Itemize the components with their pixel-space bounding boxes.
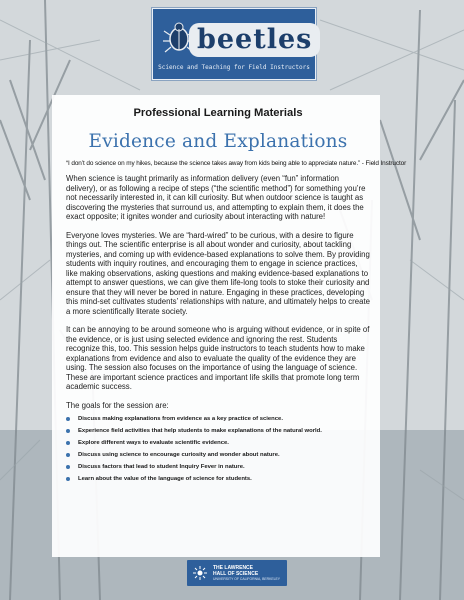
- goals-heading: The goals for the session are:: [66, 400, 169, 410]
- intro-paragraph: When science is taught primarily as information delivery (even “fun” information delivery), or as following a recipe of steps (“the scientific method”) for something you’re not necessarily interested in, it can kill curiosity. But when outdoor science is taught as discovering the mysteries that surround us, and attempting to explain them, it does the exact opposite; it ignites wonder and curiosity about interacting with nature!: [66, 174, 366, 221]
- goal-text: Experience field activities that help students to make explanations of the natural world.: [78, 427, 322, 434]
- list-item: [66, 452, 370, 458]
- list-item: [66, 416, 370, 422]
- list-item: [66, 464, 370, 470]
- lhs-line1: THE LAWRENCE: [213, 565, 253, 571]
- bullet-icon: [66, 477, 70, 481]
- list-item: [66, 476, 370, 482]
- sunburst-icon: [193, 566, 207, 580]
- goal-text: Explore different ways to evaluate scientific evidence.: [78, 439, 229, 446]
- page-title: Evidence and Explanations: [88, 131, 348, 152]
- lawrence-hall-text: [213, 565, 280, 581]
- mysteries-paragraph: Everyone loves mysteries. We are “hard-wired” to be curious, with a desire to figure things out. The scientific enterprise is all about wonder and curiosity, about tackling mysteries, and coming up with evidence-based explanations to solve them. By providing students with inquiry routines, and encouraging them to engage in science practices, like making observations, asking questions and making evidence-based explanations to attempt to answer questions, we can give them life-long tools to stoke their curiosity and ensure that they will never be bored in nature. Engaging in these practices, developing this mind-set cultivates students’ relationships with nature, and ultimately helps to create a more scientifically literate society.: [66, 230, 370, 316]
- bullet-icon: [66, 465, 70, 469]
- bullet-icon: [66, 429, 70, 433]
- list-item: [66, 428, 370, 434]
- goals-list: [66, 416, 370, 482]
- beetles-logo: [152, 8, 316, 80]
- bullet-icon: [66, 417, 70, 421]
- logo-tagline: Science and Teaching for Field Instructors: [158, 64, 310, 71]
- content-panel: [52, 95, 407, 557]
- kicker-heading: Professional Learning Materials: [133, 107, 303, 119]
- evidence-paragraph: It can be annoying to be around someone who is arguing without evidence, or in spite of the evidence, or is just using selected evidence and ignoring the rest. Students recognize this, too. This session helps guide instructors to teach students how to make explanations from evidence and also to evaluate the quality of the evidence they are using. The session also focuses on the importance of using the language of science. These are important science practices and important life skills that promote long term academic success.: [66, 325, 370, 391]
- lhs-line3: UNIVERSITY OF CALIFORNIA, BERKELEY: [213, 577, 281, 581]
- goal-text: Discuss making explanations from evidence as a key practice of science.: [78, 415, 283, 422]
- goal-text: Discuss using science to encourage curiosity and wonder about nature.: [78, 451, 280, 458]
- epigraph-quote: “I don’t do science on my hikes, because the science takes away from kids being able to appreciate nature.” - Field Instructor: [66, 160, 407, 167]
- logo-wordmark: beetles: [189, 23, 320, 57]
- bullet-icon: [66, 441, 70, 445]
- lawrence-hall-logo: [187, 560, 287, 586]
- bullet-icon: [66, 453, 70, 457]
- goal-text: Discuss factors that lead to student Inquiry Fever in nature.: [78, 463, 245, 470]
- lhs-line2: HALL OF SCIENCE: [213, 571, 259, 577]
- goal-text: Learn about the value of the language of science for students.: [78, 475, 252, 482]
- list-item: [66, 440, 370, 446]
